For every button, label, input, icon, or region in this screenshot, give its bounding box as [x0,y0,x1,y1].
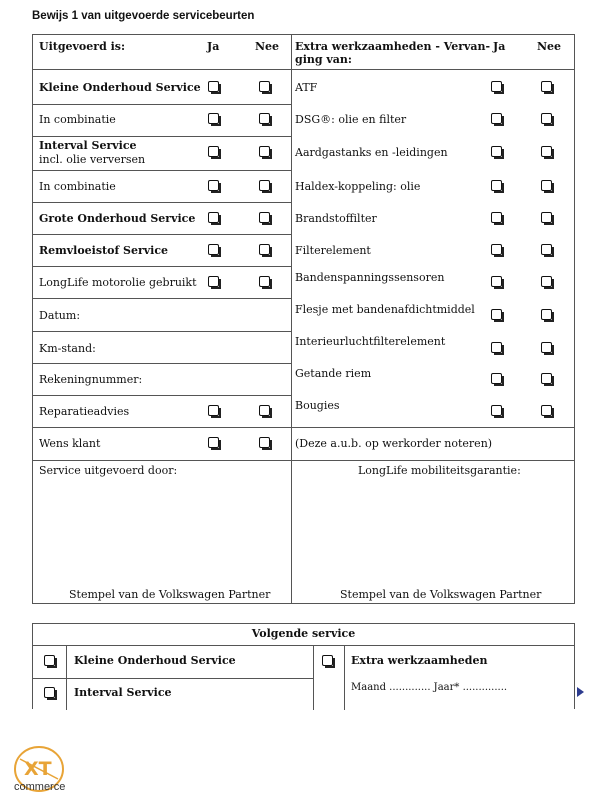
next-service-table [32,623,575,709]
checkbox-brandstoffilter-ja[interactable] [491,212,502,223]
checkbox-longlife-ja[interactable] [208,276,219,287]
row-rule [33,202,291,203]
checkbox-filterelement-nee[interactable] [541,244,552,255]
checkbox-interieurlucht-nee[interactable] [541,342,552,353]
checkbox-remvloeistof-nee[interactable] [259,244,270,255]
right-row-9-label: Interieurluchtfilterelement [295,335,446,348]
left-row-5-label: Grote Onderhoud Service [39,212,196,225]
left-row-3-label: Interval Service [39,139,137,152]
row-rule [33,136,291,137]
right-row-8-label: Flesje met bandenafdichtmiddel [295,303,475,316]
left-header-label: Uitgevoerd is: [39,40,126,53]
checkbox-wens-klant-ja[interactable] [208,437,219,448]
checkbox-dsg-ja[interactable] [491,113,502,124]
service-record-table [32,34,575,604]
row-rule [33,170,291,171]
left-header-no: Nee [255,40,280,53]
right-row-5-label: Brandstoffilter [295,212,377,225]
row-rule [33,331,291,332]
next-page-arrow-icon[interactable] [577,687,584,697]
next-month-year: Maand ............. Jaar* .............. [351,682,508,693]
checkbox-atf-nee[interactable] [541,81,552,92]
checkbox-haldex-nee[interactable] [541,180,552,191]
row-rule [33,395,291,396]
row-rule [33,645,574,646]
checkbox-combinatie-1-nee[interactable] [259,113,270,124]
row-rule [33,234,291,235]
right-header-no: Nee [537,40,562,53]
checkbox-atf-ja[interactable] [491,81,502,92]
logo-letters: XT [24,758,52,780]
checkbox-next-interval[interactable] [44,687,55,698]
left-row-9-label: Km-stand: [39,342,96,355]
checkbox-reparatieadvies-nee[interactable] [259,405,270,416]
row-rule [33,678,313,679]
checkbox-bandenspanning-nee[interactable] [541,276,552,287]
checkbox-longlife-nee[interactable] [259,276,270,287]
stamp-right-label: Stempel van de Volkswagen Partner [340,588,542,601]
row-rule [33,298,291,299]
row-rule [33,460,574,461]
left-row-10-label: Rekeningnummer: [39,373,143,386]
left-row-3-sub: incl. olie verversen [39,153,146,166]
checkbox-kleine-onderhoud-nee[interactable] [259,81,270,92]
right-header-yes: Ja [493,40,506,53]
checkbox-grote-onderhoud-nee[interactable] [259,212,270,223]
right-row-1-label: ATF [295,81,318,94]
checkbox-getande-riem-ja[interactable] [491,373,502,384]
checkbox-bandenspanning-ja[interactable] [491,276,502,287]
left-row-7-label: LongLife motorolie gebruikt [39,276,197,289]
next-service-title: Volgende service [251,627,356,640]
checkbox-aardgastanks-ja[interactable] [491,146,502,157]
right-header-label-1: Extra werkzaamheden - Vervan- [295,40,491,53]
next-interval-label: Interval Service [74,686,172,699]
checkbox-bandenafdicht-nee[interactable] [541,309,552,320]
checkbox-combinatie-2-ja[interactable] [208,180,219,191]
longlife-guarantee-label: LongLife mobiliteitsgarantie: [358,464,521,477]
checkbox-brandstoffilter-nee[interactable] [541,212,552,223]
service-done-by-label: Service uitgevoerd door: [39,464,178,477]
checkbox-bougies-nee[interactable] [541,405,552,416]
checkbox-filterelement-ja[interactable] [491,244,502,255]
checkbox-combinatie-2-nee[interactable] [259,180,270,191]
left-row-8-label: Datum: [39,309,81,322]
checkbox-wens-klant-nee[interactable] [259,437,270,448]
right-row-6-label: Filterelement [295,244,371,257]
column-divider [313,645,314,710]
right-header-label-2: ging van: [295,53,352,66]
logo-text: commerce [14,781,66,793]
checkbox-bougies-ja[interactable] [491,405,502,416]
right-row-7-label: Bandenspanningssensoren [295,271,445,284]
left-row-12-label: Wens klant [39,437,101,450]
wish-note: (Deze a.u.b. op werkorder noteren) [295,437,493,450]
column-divider [291,35,292,603]
left-header-yes: Ja [207,40,220,53]
header-rule [33,69,574,70]
left-row-1-label: Kleine Onderhoud Service [39,81,201,94]
checkbox-dsg-nee[interactable] [541,113,552,124]
left-row-11-label: Reparatieadvies [39,405,130,418]
row-rule [33,104,291,105]
page-title: Bewijs 1 van uitgevoerde servicebeurten [32,10,255,22]
checkbox-kleine-onderhoud-ja[interactable] [208,81,219,92]
right-row-3-label: Aardgastanks en -leidingen [295,146,448,159]
left-row-4-label: In combinatie [39,180,116,193]
left-row-6-label: Remvloeistof Service [39,244,169,257]
left-row-2-label: In combinatie [39,113,116,126]
right-row-10-label: Getande riem [295,367,372,380]
checkbox-reparatieadvies-ja[interactable] [208,405,219,416]
right-row-4-label: Haldex-koppeling: olie [295,180,421,193]
right-row-11-label: Bougies [295,399,340,412]
checkbox-interval-ja[interactable] [208,146,219,157]
checkbox-getande-riem-nee[interactable] [541,373,552,384]
column-divider [344,645,345,710]
row-rule [33,427,574,428]
checkbox-interieurlucht-ja[interactable] [491,342,502,353]
checkbox-grote-onderhoud-ja[interactable] [208,212,219,223]
row-rule [33,266,291,267]
row-rule [33,363,291,364]
checkbox-interval-nee[interactable] [259,146,270,157]
checkbox-next-kleine[interactable] [44,655,55,666]
stamp-left-label: Stempel van de Volkswagen Partner [69,588,271,601]
checkbox-bandenafdicht-ja[interactable] [491,309,502,320]
checkbox-haldex-ja[interactable] [491,180,502,191]
checkbox-aardgastanks-nee[interactable] [541,146,552,157]
next-extra-label: Extra werkzaamheden [351,654,488,667]
checkbox-next-extra[interactable] [322,655,333,666]
checkbox-combinatie-1-ja[interactable] [208,113,219,124]
next-small-label: Kleine Onderhoud Service [74,654,236,667]
right-row-2-label: DSG®: olie en filter [295,113,407,126]
checkbox-remvloeistof-ja[interactable] [208,244,219,255]
